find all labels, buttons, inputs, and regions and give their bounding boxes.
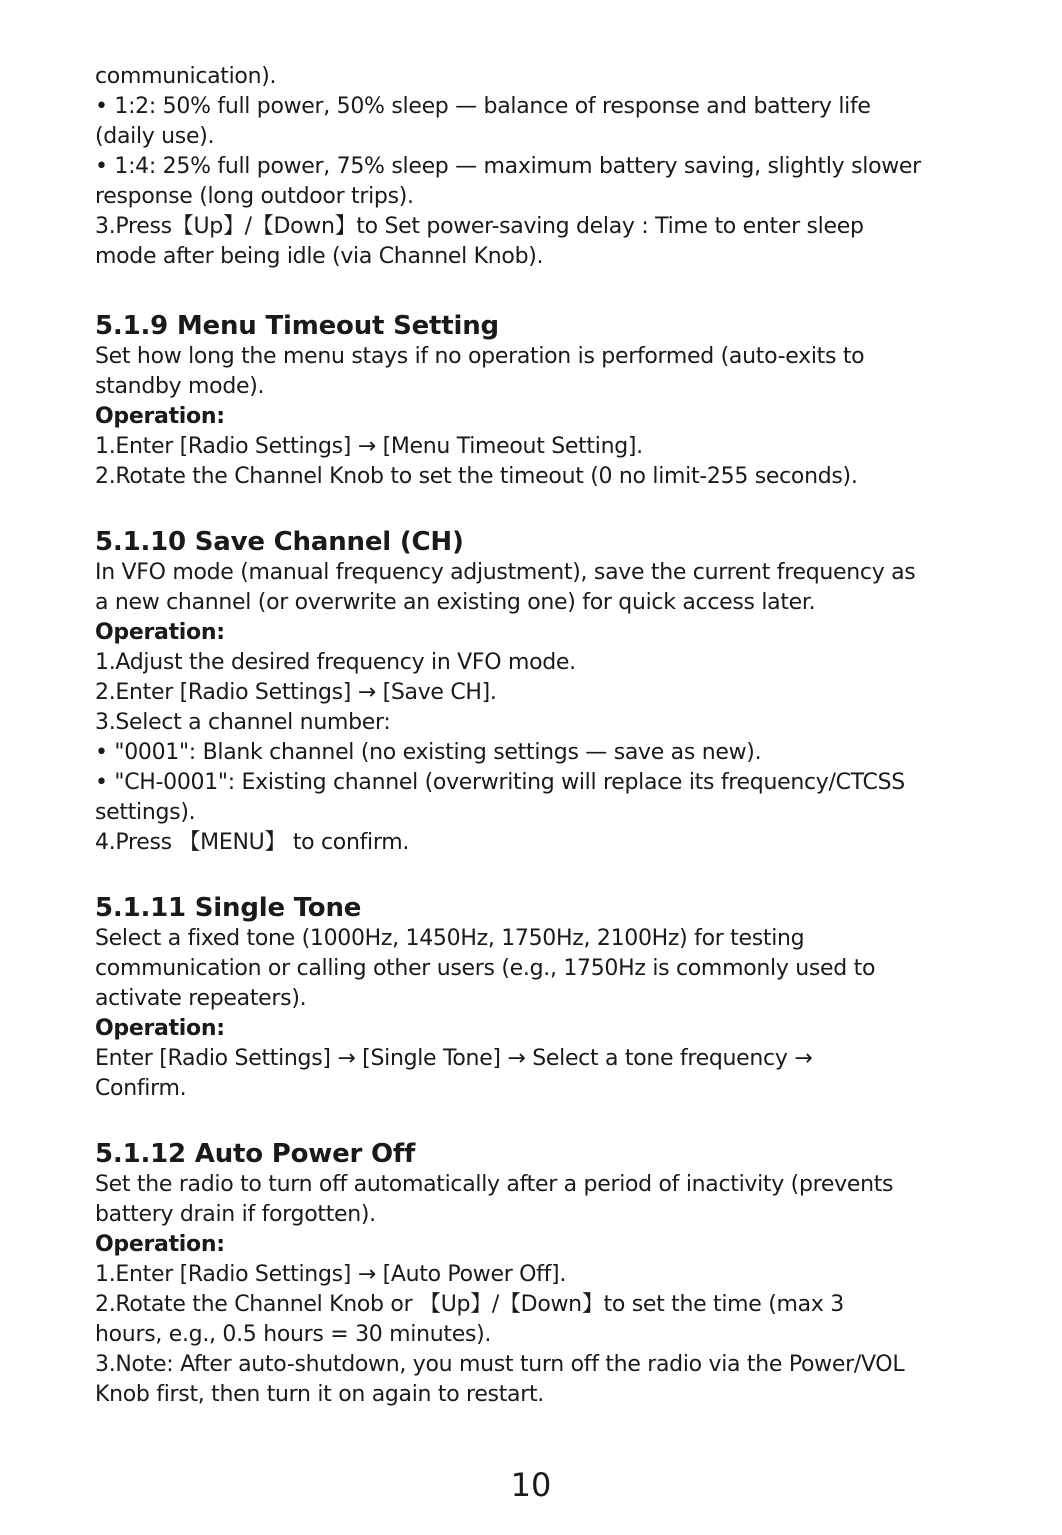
- text-line: Set the radio to turn off automatically after a period of inactivity (prevents: [95, 1172, 894, 1197]
- text-line: Set how long the menu stays if no operation is performed (auto-exits to: [95, 344, 865, 369]
- text-line: activate repeaters).: [95, 986, 307, 1011]
- text-line: communication).: [95, 64, 277, 89]
- step-line: 3.Press【Up】/【Down】to Set power-saving delay : Time to enter sleep: [95, 214, 864, 239]
- step-line: 3.Note: After auto-shutdown, you must turn off the radio via the Power/VOL: [95, 1352, 905, 1377]
- operation-label: Operation:: [95, 1016, 225, 1041]
- bullet-line: • 1:2: 50% full power, 50% sleep — balance of response and battery life: [95, 94, 871, 119]
- text-line: response (long outdoor trips).: [95, 184, 414, 209]
- text-line: battery drain if forgotten).: [95, 1202, 376, 1227]
- section-heading: 5.1.11 Single Tone: [95, 893, 362, 923]
- step-line: 2.Rotate the Channel Knob to set the timeout (0 no limit-255 seconds).: [95, 464, 858, 489]
- text-line: Select a fixed tone (1000Hz, 1450Hz, 1750Hz, 2100Hz) for testing: [95, 926, 805, 951]
- step-line: 2.Rotate the Channel Knob or 【Up】/【Down】to set the time (max 3: [95, 1292, 844, 1317]
- section-heading: 5.1.10 Save Channel (CH): [95, 527, 464, 557]
- section-5-1-11: [95, 892, 975, 1104]
- section-heading: 5.1.12 Auto Power Off: [95, 1139, 416, 1169]
- section-5-1-12: [95, 1138, 975, 1410]
- bullet-line: • "0001": Blank channel (no existing settings — save as new).: [95, 740, 762, 765]
- page-number: 10: [510, 1466, 552, 1504]
- step-line: 1.Adjust the desired frequency in VFO mode.: [95, 650, 576, 675]
- text-line: a new channel (or overwrite an existing one) for quick access later.: [95, 590, 816, 615]
- operation-label: Operation:: [95, 404, 225, 429]
- text-line: Confirm.: [95, 1076, 187, 1101]
- intro-block: [95, 62, 975, 272]
- operation-label: Operation:: [95, 1232, 225, 1257]
- text-line: settings).: [95, 800, 196, 825]
- step-line: Enter [Radio Settings] → [Single Tone] → Select a tone frequency →: [95, 1046, 813, 1071]
- step-line: 1.Enter [Radio Settings] → [Auto Power Off].: [95, 1262, 567, 1287]
- section-heading: 5.1.9 Menu Timeout Setting: [95, 311, 499, 341]
- text-line: standby mode).: [95, 374, 265, 399]
- text-line: communication or calling other users (e.g., 1750Hz is commonly used to: [95, 956, 876, 981]
- section-5-1-9: [95, 310, 975, 492]
- operation-label: Operation:: [95, 620, 225, 645]
- bullet-line: • "CH-0001": Existing channel (overwriting will replace its frequency/CTCSS: [95, 770, 905, 795]
- bullet-line: • 1:4: 25% full power, 75% sleep — maximum battery saving, slightly slower: [95, 154, 921, 179]
- step-line: 3.Select a channel number:: [95, 710, 391, 735]
- text-line: hours, e.g., 0.5 hours = 30 minutes).: [95, 1322, 492, 1347]
- step-line: 2.Enter [Radio Settings] → [Save CH].: [95, 680, 497, 705]
- step-line: 1.Enter [Radio Settings] → [Menu Timeout Setting].: [95, 434, 643, 459]
- text-line: mode after being idle (via Channel Knob).: [95, 244, 544, 269]
- section-5-1-10: [95, 526, 975, 858]
- text-line: In VFO mode (manual frequency adjustment), save the current frequency as: [95, 560, 916, 585]
- text-line: (daily use).: [95, 124, 215, 149]
- step-line: 4.Press 【MENU】 to confirm.: [95, 830, 410, 855]
- text-line: Knob first, then turn it on again to restart.: [95, 1382, 544, 1407]
- page-content: [95, 62, 975, 1410]
